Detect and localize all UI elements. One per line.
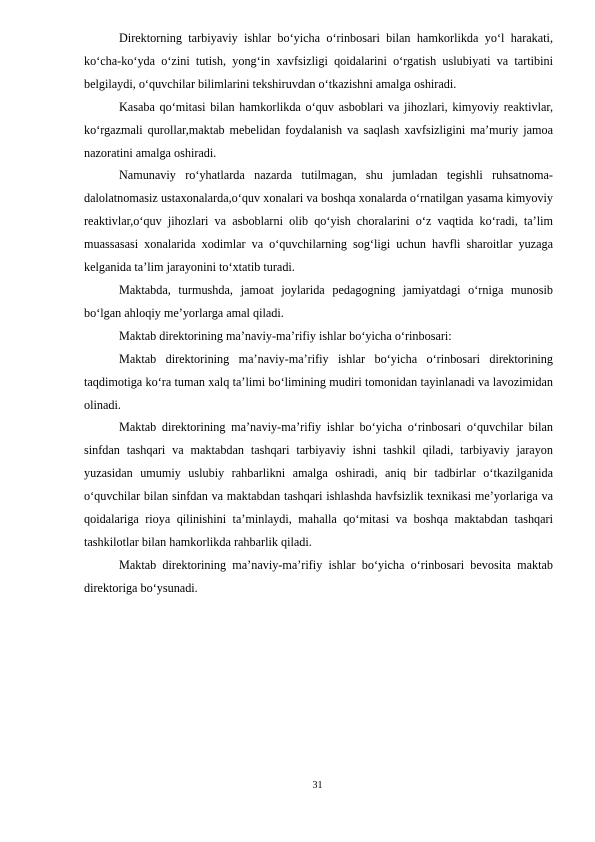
paragraph: Maktab direktorining ma’naviy-ma’rifiy ishlar bo‘yicha o‘rinbosari bevosita maktab direktoriga bo‘ysunadi. [84, 557, 553, 595]
paragraph: Maktabda, turmushda, jamoat joylarida pedagogning jamiyatdagi o‘rniga munosib bo‘lgan ahloqiy me’yorlarga amal qiladi. [84, 282, 553, 320]
paragraph: Kasaba qo‘mitasi bilan hamkorlikda o‘quv asboblari va jihozlari, kimyoviy reaktivlar, ko‘rgazmali qurollar,maktab mebelidan foydalanish va saqlash xavfsizligini ma’muriy jamoa nazoratini amalga oshiradi. [84, 99, 553, 160]
paragraph: Maktab direktorining ma’naviy-ma’rifiy ishlar bo‘yicha o‘rinbosari direktorining taqdimotiga ko‘ra tuman xalq ta’limi bo‘limining mudiri tomonidan tayinlanadi va lavozimidan olinadi. [84, 351, 553, 412]
paragraph: Maktab direktorining ma’naviy-ma’rifiy ishlar bo‘yicha o‘rinbosari o‘quvchilar bilan sinfdan tashqari va maktabdan tashqari tarbiyaviy ishni tashkil qiladi, tarbiyaviy jarayon yuzasidan umumiy uslubiy rahbarlikni amalga oshiradi, aniq bir tadbirlar o‘tkazilganida o‘quvchilar bilan sinfdan va maktabdan tashqari ishlashda havfsizlik texnikasi me’yorlariga va qoidalariga rioya qilinishini ta’minlaydi, mahalla qo‘mitasi va boshqa maktabdan tashqari tashkilotlar bilan hamkorlikda rahbarlik qiladi. [84, 420, 553, 549]
paragraph: Maktab direktorining ma’naviy-ma’rifiy ishlar bo‘yicha o‘rinbosari: [119, 328, 452, 343]
paragraph: Namunaviy ro‘yhatlarda nazarda tutilmagan, shu jumladan tegishli ruhsatnoma-dalolatnomasiz ustaxonalarda,o‘quv xonalari va boshqa xonalarda o‘rnatilgan yasama kimyoviy reaktivlar,o‘quv jihozlari va asboblarni olib qo‘yish choralarini o‘z vaqtida ko‘radi, ta’lim muassasasi xonalarida xodimlar va o‘quvchilarning sog‘ligi uchun havfli sharoitlar yuzaga kelganida ta’lim jarayonini to‘xtatib turadi. [84, 168, 553, 275]
page-number: 31 [312, 780, 323, 791]
body-text [84, 27, 553, 600]
paragraph: Direktorning tarbiyaviy ishlar bo‘yicha o‘rinbosari bilan hamkorlikda yo‘l harakati, ko‘cha-ko‘yda o‘zini tutish, yong‘in xavfsizligi qoidalarini o‘rgatish uslubiyati va tartibini belgilaydi, o‘quvchilar bilimlarini tekshiruvdan o‘tkazishni amalga oshiradi. [84, 31, 553, 91]
